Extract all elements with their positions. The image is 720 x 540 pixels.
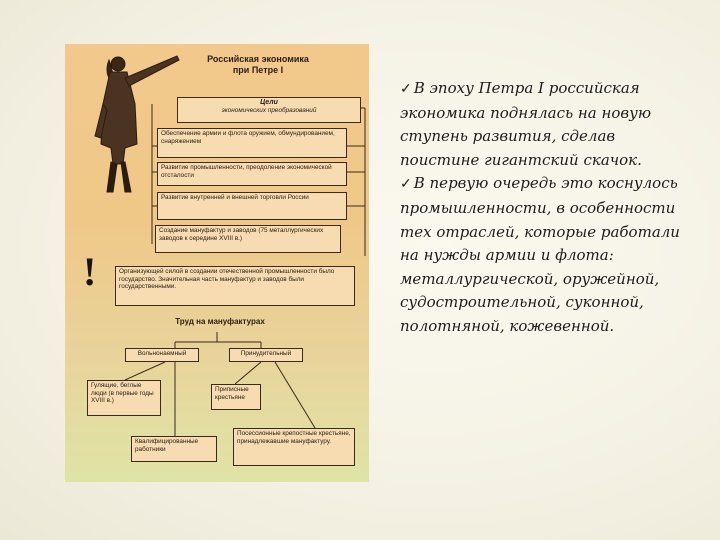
diagram-title xyxy=(183,54,333,76)
goals-subtitle: экономических преобразований xyxy=(221,107,317,115)
diagram-title-line2: при Петре I xyxy=(232,64,284,75)
fugitives-box: Гулящие, беглые люди (в первые годы XVIII в.) xyxy=(87,380,161,416)
creation-box: Создание мануфактур и заводов (75 металлургических заводов к середине XVIII в.) xyxy=(155,225,341,253)
bullet-paragraph-2 xyxy=(400,172,680,338)
forced-box: Принудительный xyxy=(229,348,303,362)
bullet-paragraph-1 xyxy=(400,77,680,172)
slide-text xyxy=(400,77,680,339)
check-icon: ✓ xyxy=(400,81,412,97)
voluntary-box: Вольнонаемный xyxy=(125,348,199,362)
labor-title: Труд на мануфактурах xyxy=(175,317,265,326)
check-icon: ✓ xyxy=(400,176,412,193)
economy-diagram xyxy=(65,44,369,482)
diagram-title-line1: Российская экономика xyxy=(207,54,309,64)
goal-industry-box: Развитие промышленности, преодоление экономической отсталости xyxy=(157,162,347,186)
goals-box xyxy=(177,97,361,123)
state-note-box: Организующей силой в создании отечественной промышленности было государство. Значительная часть мануфактур и заводов были государственными. xyxy=(115,266,355,306)
assigned-box: Приписные крестьяне xyxy=(211,384,261,410)
possessional-box: Посессионные крепостные крестьяне, принадлежавшие мануфактуру. xyxy=(233,428,355,466)
exclamation-icon: ! xyxy=(83,249,97,294)
goals-title: Цели xyxy=(260,99,278,106)
goal-army-box: Обеспечение армии и флота оружием, обмундированием, снаряжением xyxy=(157,128,347,158)
skilled-box: Квалифицированные работники xyxy=(131,436,217,462)
paragraph-1-text: В эпоху Петра I российская экономика поднялась на новую ступень развития, сделав поистине гигантский скачок. xyxy=(400,79,652,169)
goal-trade-box: Развитие внутренней и внешней торговли России xyxy=(157,192,347,220)
paragraph-2-text: В первую очередь это коснулось промышленности, в особенности тех отраслей, которые работали на нужды армии и флота: металлургической, оружейной, судостроительной, суконной, полотняной, кожевенной. xyxy=(400,174,680,335)
